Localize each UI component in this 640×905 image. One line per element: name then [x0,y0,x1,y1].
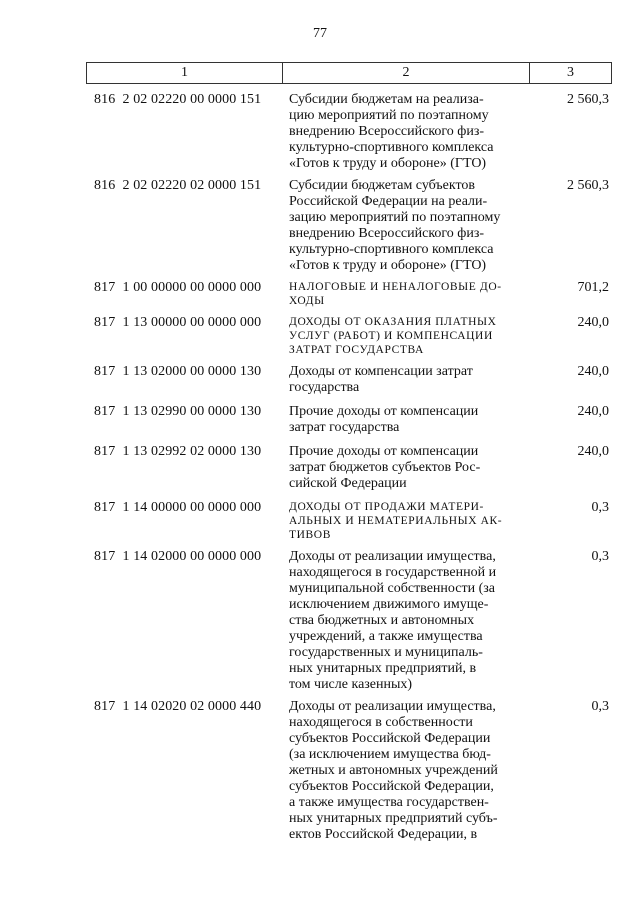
row-name: НАЛОГОВЫЕ И НЕНАЛОГОВЫЕ ДО- ХОДЫ [289,281,502,307]
row-name: ДОХОДЫ ОТ ПРОДАЖИ МАТЕРИ- АЛЬНЫХ И НЕМАТЕРИАЛЬНЫХ АК- ТИВОВ [289,501,503,541]
row-value: 2 560,3 [567,92,609,107]
table-header [86,62,612,84]
row-name: Доходы от компенсации затрат государства [289,364,473,395]
header-col-3: 3 [567,65,574,80]
row-value: 2 560,3 [567,178,609,193]
row-value: 240,0 [577,404,609,419]
row-value: 701,2 [577,280,609,295]
header-col-1: 1 [87,63,283,83]
row-code: 817 1 13 02992 02 0000 130 [94,444,262,459]
row-code: 817 1 13 02000 00 0000 130 [94,364,262,379]
page-number: 77 [313,26,327,41]
row-value: 0,3 [591,500,609,515]
row-name: Прочие доходы от компенсации затрат бюджетов субъектов Рос- сийской Федерации [289,444,481,491]
row-code: 816 2 02 02220 02 0000 151 [94,178,262,193]
header-col-2: 2 [283,63,530,83]
row-code: 817 1 14 00000 00 0000 000 [94,500,262,515]
row-value: 0,3 [591,699,609,714]
row-name: Доходы от реализации имущества, находящегося в собственности субъектов Российской Федерации (за исключением имущества бюд- жетных и автономных учреждений субъектов Российской Федерации, а также имущества государствен- ных унитарных предприятий субъ- ектов Российской Федерации, в [289,699,498,842]
row-code: 817 1 13 02990 00 0000 130 [94,404,262,419]
row-code: 817 1 00 00000 00 0000 000 [94,280,262,295]
row-code: 817 1 14 02000 00 0000 000 [94,549,262,564]
row-value: 240,0 [577,315,609,330]
row-name: ДОХОДЫ ОТ ОКАЗАНИЯ ПЛАТНЫХ УСЛУГ (РАБОТ) И КОМПЕНСАЦИИ ЗАТРАТ ГОСУДАРСТВА [289,316,497,356]
row-value: 240,0 [577,444,609,459]
row-name: Субсидии бюджетам субъектов Российской Федерации на реали- зацию мероприятий по поэтапному внедрению Всероссийского физ- культурно-спортивного комплекса «Готов к труду и обороне» (ГТО) [289,178,501,273]
row-code: 816 2 02 02220 00 0000 151 [94,92,262,107]
row-code: 817 1 14 02020 02 0000 440 [94,699,262,714]
row-value: 0,3 [591,549,609,564]
row-name: Субсидии бюджетам на реализа- цию мероприятий по поэтапному внедрению Всероссийского физ- культурно-спортивного комплекса «Готов к труду и обороне» (ГТО) [289,92,494,171]
row-name: Прочие доходы от компенсации затрат государства [289,404,479,435]
row-value: 240,0 [577,364,609,379]
row-code: 817 1 13 00000 00 0000 000 [94,315,262,330]
row-name: Доходы от реализации имущества, находящегося в государственной и муниципальной собственности (за исключением движимого имуще- ства бюджетных и автономных учреждений, а также имущества государственных и муниципаль- ных унитарных предприятий, в том числе казенных) [289,549,497,692]
